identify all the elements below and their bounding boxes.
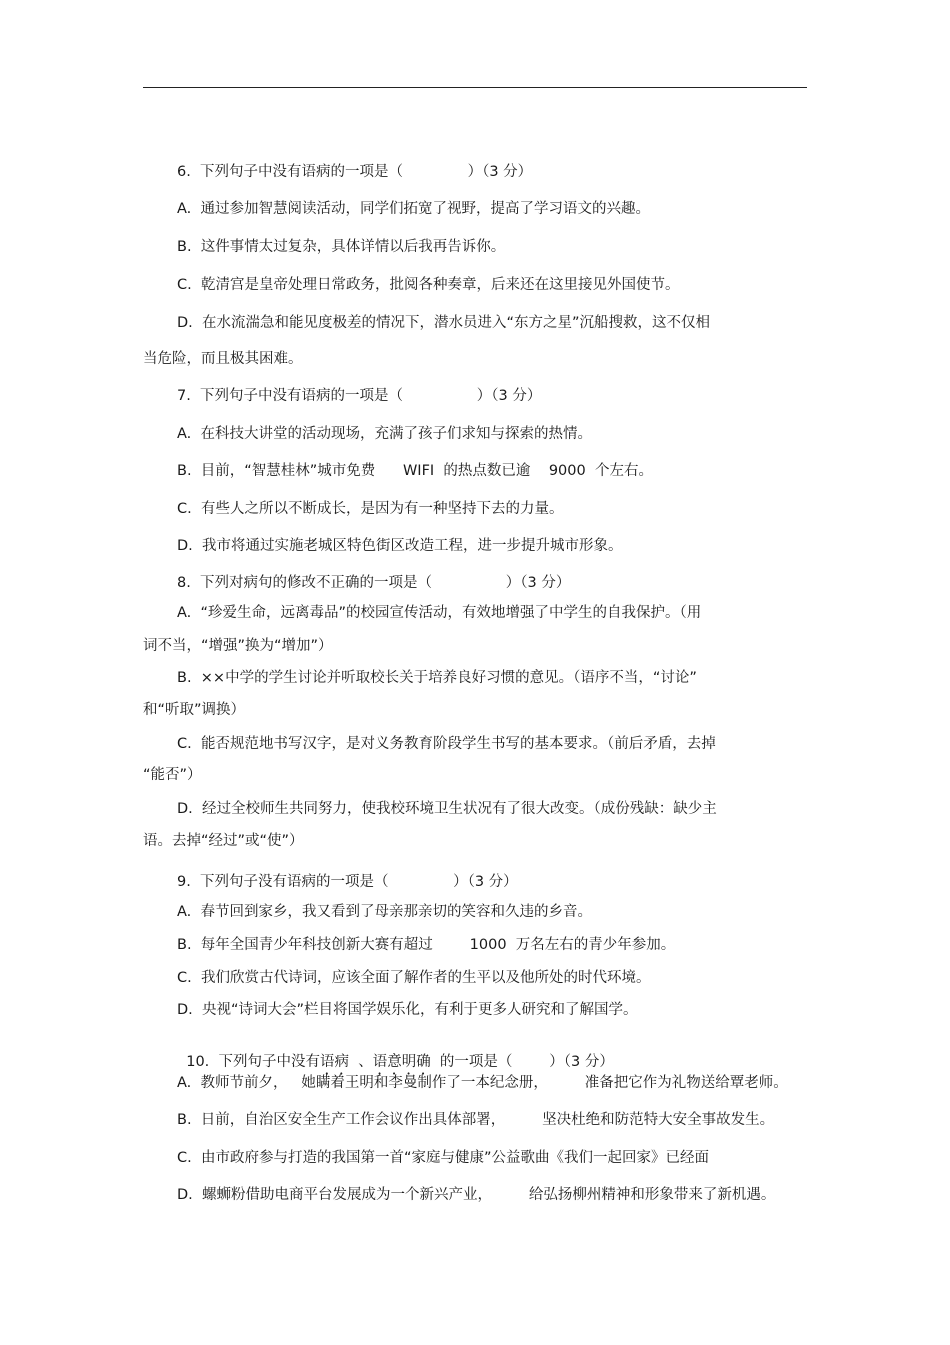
q10-stem-prefix: 10. 下列句子中没有	[186, 1054, 320, 1070]
q10-option-a: A. 教师节前夕， 她瞒着王明和李曼制作了一本纪念册， 准备把它作为礼物送给覃老师。	[177, 1075, 788, 1091]
q9-option-a: A. 春节回到家乡，我又看到了母亲那亲切的笑容和久违的乡音。	[177, 904, 592, 920]
q8-option-b: B. ××中学的学生讨论并听取校长关于培养良好习惯的意见。（语序不当，“讨论”	[177, 670, 697, 686]
q8-stem: 8. 下列对病句的修改不正确的一项是（ ）（3 分）	[177, 575, 571, 591]
q10-keyword-grammar: 语病	[320, 1054, 349, 1070]
q6-option-d-cont: 当危险，而且极其困难。	[143, 351, 303, 367]
q7-stem: 7. 下列句子中没有语病的一项是（ ）（3 分）	[177, 388, 542, 404]
q8-option-a-cont: 词不当，“增强”换为“增加”）	[143, 638, 333, 654]
q9-option-b: B. 每年全国青少年科技创新大赛有超过 1000 万名左右的青少年参加。	[177, 937, 676, 953]
q7-option-b: B. 目前，“智慧桂林”城市免费 WIFI 的热点数已逾 9000 个左右。	[177, 463, 653, 479]
q10-option-d: D. 螺蛳粉借助电商平台发展成为一个新兴产业， 给弘扬柳州精神和形象带来了新机遇。	[177, 1187, 776, 1203]
q10-option-b: B. 日前，自治区安全生产工作会议作出具体部署， 坚决杜绝和防范特大安全事故发生。	[177, 1112, 775, 1128]
q6-stem: 6. 下列句子中没有语病的一项是（ ）（3 分）	[177, 164, 533, 180]
q10-option-c: C. 由市政府参与打造的我国第一首“家庭与健康”公益歌曲《我们一起回家》已经面	[177, 1150, 709, 1166]
q10-keyword-clarity: 语意明确	[372, 1054, 431, 1070]
q7-option-c: C. 有些人之所以不断成长，是因为有一种坚持下去的力量。	[177, 501, 564, 517]
q9-option-c: C. 我们欣赏古代诗词，应该全面了解作者的生平以及他所处的时代环境。	[177, 970, 651, 986]
q8-option-c-cont: “能否”）	[143, 767, 202, 783]
q7-option-d: D. 我市将通过实施老城区特色街区改造工程，进一步提升城市形象。	[177, 538, 623, 554]
q10-stem-suffix: 的一项是（ ）（3 分）	[430, 1054, 614, 1070]
header-rule	[143, 87, 807, 88]
q8-option-d: D. 经过全校师生共同努力，使我校环境卫生状况有了很大改变。（成份残缺：缺少主	[177, 801, 717, 817]
q8-option-d-cont: 语。去掉“经过”或“使”）	[143, 833, 304, 849]
q6-option-d: D. 在水流湍急和能见度极差的情况下，潜水员进入“东方之星”沉船搜救，这不仅相	[177, 315, 711, 331]
q8-option-a: A. “珍爱生命，远离毒品”的校园宣传活动，有效地增强了中学生的自我保护。（用	[177, 605, 702, 621]
q9-option-d: D. 央视“诗词大会”栏目将国学娱乐化，有利于更多人研究和了解国学。	[177, 1002, 638, 1018]
q10-stem-separator: 、	[349, 1054, 373, 1070]
q9-stem: 9. 下列句子没有语病的一项是（ ）（3 分）	[177, 874, 518, 890]
q6-option-a: A. 通过参加智慧阅读活动，同学们拓宽了视野，提高了学习语文的兴趣。	[177, 201, 650, 217]
q10-stem	[177, 1032, 614, 1078]
q6-option-c: C. 乾清宫是皇帝处理日常政务，批阅各种奏章，后来还在这里接见外国使节。	[177, 277, 680, 293]
q7-option-a: A. 在科技大讲堂的活动现场，充满了孩子们求知与探索的热情。	[177, 426, 592, 442]
q8-option-c: C. 能否规范地书写汉字，是对义务教育阶段学生书写的基本要求。（前后矛盾，去掉	[177, 736, 716, 752]
q6-option-b: B. 这件事情太过复杂，具体详情以后我再告诉你。	[177, 239, 506, 255]
q8-option-b-cont: 和“听取”调换）	[143, 702, 246, 718]
